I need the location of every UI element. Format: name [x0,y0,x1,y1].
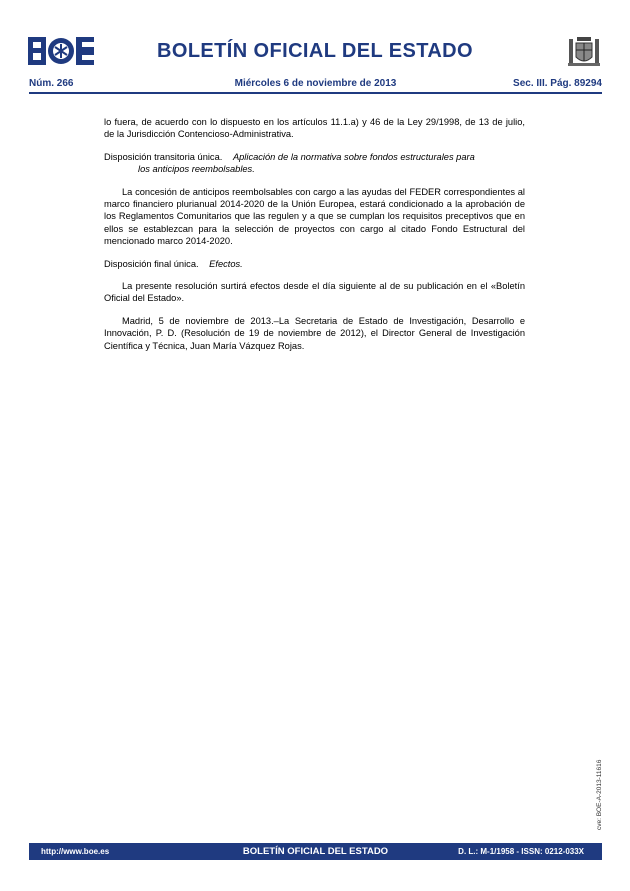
provision-title: Efectos. [209,258,243,269]
cve-code: cve: BOE-A-2013-11616 [596,759,603,830]
header-bar [29,76,602,92]
provision-label: Disposición final única. [104,258,199,269]
final-provision-heading [104,258,525,270]
issue-date: Miércoles 6 de noviembre de 2013 [234,78,397,89]
paragraph: La concesión de anticipos reembolsables con cargo a las ayudas del FEDER correspondientes al marco financiero plurianual 2014-2020 de la Unión Europea, estará condicionado a la aprobación de los Reglamentos Comunitarios que las regulen y a que se cumplan los requisitos preceptivos que en ellos se establezcan para la selección de proyectos con cargo al citado Fondo Estructural del mencionado marco 2014-2020. [104,186,525,247]
header-divider [29,92,602,94]
transitory-provision-heading [104,151,525,176]
issue-number: Núm. 266 [29,78,74,89]
document-body [104,116,525,362]
footer-legal: D. L.: M-1/1958 - ISSN: 0212-033X [458,847,584,856]
provision-label: Disposición transitoria única. [104,151,223,162]
provision-title: Aplicación de la normativa sobre fondos estructurales para [232,151,475,162]
signature-paragraph: Madrid, 5 de noviembre de 2013.–La Secretaria de Estado de Investigación, Desarrollo e Innovación, P. D. (Resolución de 19 de noviembre de 2012), el Director General de Investigación Científica y Técnica, Juan María Vázquez Rojas. [104,315,525,351]
footer-title: BOLETÍN OFICIAL DEL ESTADO [242,846,389,857]
footer-bar [29,843,602,860]
provision-title-cont: los anticipos reembolsables. [138,164,255,175]
section-page: Sec. III. Pág. 89294 [513,78,602,89]
paragraph: La presente resolución surtirá efectos desde el día siguiente al de su publicación en el «Boletín Oficial del Estado». [104,281,525,304]
coat-of-arms-icon [567,33,601,69]
footer-url-link[interactable]: http://www.boe.es [41,847,110,856]
page-title: BOLETÍN OFICIAL DEL ESTADO [157,40,473,62]
paragraph: lo fuera, de acuerdo con lo dispuesto en los artículos 11.1.a) y 46 de la Ley 29/1998, de 13 de julio, de la Jurisdicción Contencioso-Administrativa. [104,117,525,140]
